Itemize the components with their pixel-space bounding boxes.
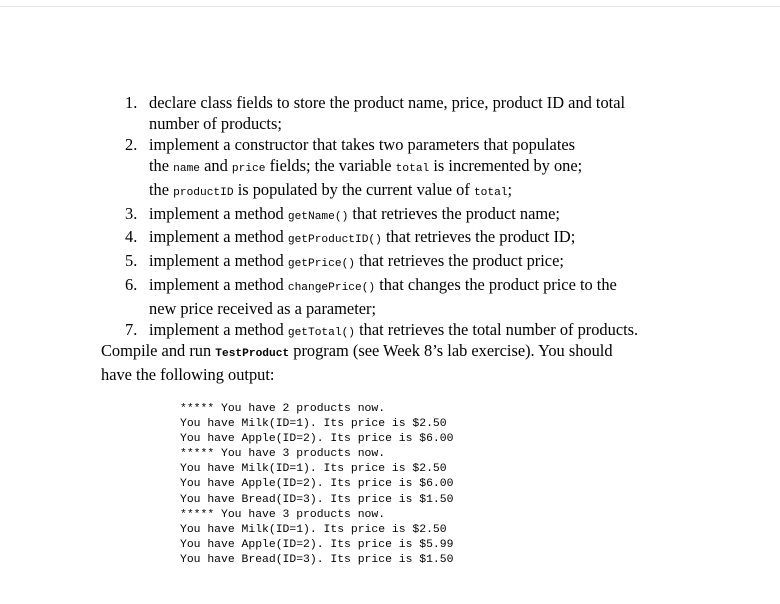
task-item-3 <box>108 204 718 228</box>
task-number: 3. <box>125 203 138 223</box>
task-text-continued: new price received as a parameter; <box>149 299 377 319</box>
output-line: You have Bread(ID=3). Its price is $1.50 <box>180 553 454 566</box>
output-line: You have Milk(ID=1). Its price is $2.50 <box>180 523 447 536</box>
task-number: 1. <box>125 93 138 112</box>
task-number: 7. <box>125 320 138 340</box>
paragraph-text-continued: have the following output: <box>101 364 275 384</box>
task-text: that changes the product price to the <box>379 275 617 295</box>
task-text: the <box>149 155 170 175</box>
code-method: getTotal() <box>287 327 355 340</box>
instruction-paragraph <box>101 341 701 386</box>
task-text: implement a method <box>149 251 284 271</box>
task-text: that retrieves the total number of products. <box>359 320 639 340</box>
output-line: ***** You have 3 products now. <box>180 448 386 461</box>
output-line: ***** You have 2 products now. <box>180 403 386 415</box>
code-method: getName() <box>287 210 349 223</box>
task-item-4 <box>108 227 718 251</box>
task-item-2 <box>108 135 718 204</box>
task-number: 5. <box>125 251 138 271</box>
output-line: You have Milk(ID=1). Its price is $2.50 <box>180 463 447 476</box>
code-method: changePrice() <box>287 282 376 295</box>
task-text: implement a method <box>149 275 284 295</box>
paragraph-text: program (see Week 8’s lab exercise). You should <box>293 341 613 360</box>
code-method: getPrice() <box>287 258 355 271</box>
task-item-1 <box>108 93 718 135</box>
task-text: fields; the variable <box>269 155 392 175</box>
task-text: that retrieves the product ID; <box>385 227 576 247</box>
output-line: You have Apple(ID=2). Its price is $6.00 <box>180 433 454 446</box>
output-line: You have Milk(ID=1). Its price is $2.50 <box>180 418 447 431</box>
task-list <box>108 93 718 344</box>
task-item-6 <box>108 275 718 320</box>
output-line: You have Bread(ID=3). Its price is $1.50 <box>180 493 454 506</box>
code-method: getProductID() <box>287 234 382 247</box>
task-text: is incremented by one; <box>433 155 583 175</box>
task-text: is populated by the current value of <box>237 179 470 199</box>
paragraph-text: Compile and run <box>101 341 212 360</box>
task-number: 6. <box>125 275 138 295</box>
code-price: price <box>231 162 266 175</box>
output-line: You have Apple(ID=2). Its price is $6.00 <box>180 478 454 491</box>
task-text: that retrieves the product price; <box>359 251 564 271</box>
code-total: total <box>473 186 508 199</box>
task-text: and <box>204 155 228 175</box>
task-text-continued: number of products; <box>149 113 282 133</box>
task-text: implement a constructor that takes two parameters that populates <box>149 134 576 154</box>
task-text: the <box>149 179 170 199</box>
task-text: implement a method <box>149 227 284 247</box>
task-number: 4. <box>125 227 138 247</box>
output-line: ***** You have 3 products now. <box>180 508 386 521</box>
code-productid: productID <box>173 186 234 199</box>
code-name: name <box>173 162 200 175</box>
code-program-name: TestProduct <box>215 348 290 360</box>
task-text: that retrieves the product name; <box>352 203 560 223</box>
task-item-5 <box>108 251 718 275</box>
task-text: declare class fields to store the product name, price, product ID and total <box>149 93 626 112</box>
program-output <box>180 402 453 568</box>
task-text: ; <box>507 179 513 199</box>
task-number: 2. <box>125 134 138 154</box>
task-text: implement a method <box>149 203 284 223</box>
output-line: You have Apple(ID=2). Its price is $5.99 <box>180 538 454 551</box>
code-total: total <box>395 162 430 175</box>
task-text: implement a method <box>149 320 284 340</box>
